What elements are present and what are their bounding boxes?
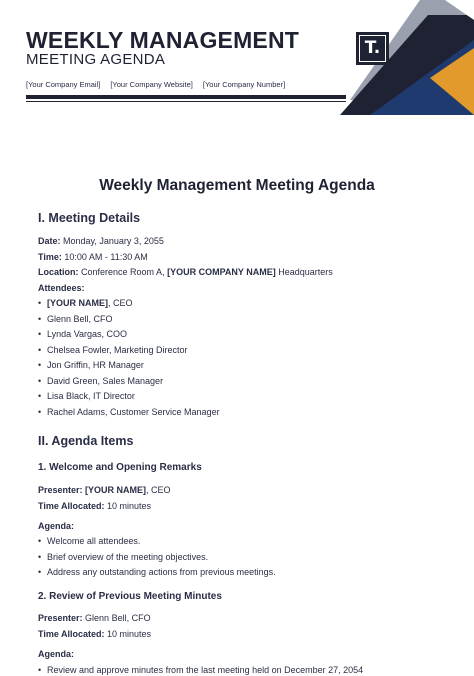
company-contacts [26, 80, 285, 89]
time-allocated-value: 10 minutes [107, 500, 152, 511]
item2-points [38, 664, 448, 676]
section-agenda-items-heading: II. Agenda Items [38, 433, 134, 448]
attendee-item: • Glenn Bell, CFO [38, 313, 448, 325]
agenda-point: • Welcome all attendees. [38, 535, 448, 547]
brand-subtitle: MEETING AGENDA [26, 51, 166, 68]
attendee-item: • Jon Griffin, HR Manager [38, 359, 448, 371]
item1-time-allocated [38, 500, 448, 512]
attendee-item: • Chelsea Fowler, Marketing Director [38, 344, 448, 356]
item2-presenter [38, 612, 448, 624]
company-website: [Your Company Website] [110, 80, 193, 89]
presenter-value: Glenn Bell, CFO [85, 613, 151, 623]
agenda-item-2-title: 2. Review of Previous Meeting Minutes [38, 591, 222, 602]
brand-title: WEEKLY MANAGEMENT [26, 27, 300, 53]
header-rule-thin [26, 101, 346, 102]
agenda-point: • Review and approve minutes from the last meeting held on December 27, 2054 [38, 664, 448, 676]
document-title: Weekly Management Meeting Agenda [99, 177, 375, 194]
attendees-label [38, 282, 448, 294]
company-number: [Your Company Number] [202, 80, 286, 89]
location-pre: Conference Room A, [81, 267, 165, 277]
attendees-label-text: Attendees: [38, 282, 85, 293]
logo-letter: T. [359, 35, 386, 62]
agenda-item-1-title: 1. Welcome and Opening Remarks [38, 461, 202, 473]
time-allocated-label: Time Allocated: [38, 500, 105, 511]
company-logo [356, 32, 389, 65]
attendee-name: [YOUR NAME] [47, 298, 108, 308]
attendee-item: • Rachel Adams, Customer Service Manager [38, 406, 448, 418]
time-allocated-label: Time Allocated: [38, 629, 105, 639]
agenda-label-text: Agenda: [38, 649, 74, 659]
agenda-document [38, 176, 448, 676]
agenda-point: • Address any outstanding actions from previous meetings. [38, 566, 448, 578]
header-rule [26, 95, 346, 99]
attendee-item [38, 297, 448, 309]
presenter-name: [YOUR NAME] [85, 484, 147, 495]
presenter-label: Presenter: [38, 613, 83, 623]
meeting-date [38, 235, 448, 247]
time-allocated-value: 10 minutes [107, 629, 152, 639]
attendees-list [38, 297, 448, 418]
time-label: Time: [38, 251, 62, 262]
attendee-item: • Lisa Black, IT Director [38, 390, 448, 402]
meeting-time [38, 251, 448, 263]
date-label: Date: [38, 236, 61, 246]
location-post: Headquarters [278, 267, 333, 277]
presenter-label: Presenter: [38, 484, 83, 495]
location-company: [YOUR COMPANY NAME] [167, 267, 276, 277]
item2-time-allocated [38, 628, 448, 640]
date-value: Monday, January 3, 2055 [63, 236, 164, 246]
meeting-location [38, 266, 448, 278]
attendee-role: , CEO [108, 298, 133, 308]
time-value: 10:00 AM - 11:30 AM [64, 251, 148, 262]
attendee-item: • David Green, Sales Manager [38, 375, 448, 387]
item1-points [38, 535, 448, 578]
agenda-point: • Brief overview of the meeting objectives. [38, 551, 448, 563]
attendee-item: • Lynda Vargas, COO [38, 328, 448, 340]
presenter-role: , CEO [146, 484, 171, 495]
location-label: Location: [38, 267, 79, 277]
section-meeting-details-heading: I. Meeting Details [38, 211, 141, 225]
item1-presenter [38, 484, 448, 496]
item1-agenda-label [38, 520, 448, 532]
company-email: [Your Company Email] [26, 80, 101, 89]
document-header [0, 0, 474, 118]
agenda-label-text: Agenda: [38, 520, 74, 531]
item2-agenda-label [38, 648, 448, 660]
